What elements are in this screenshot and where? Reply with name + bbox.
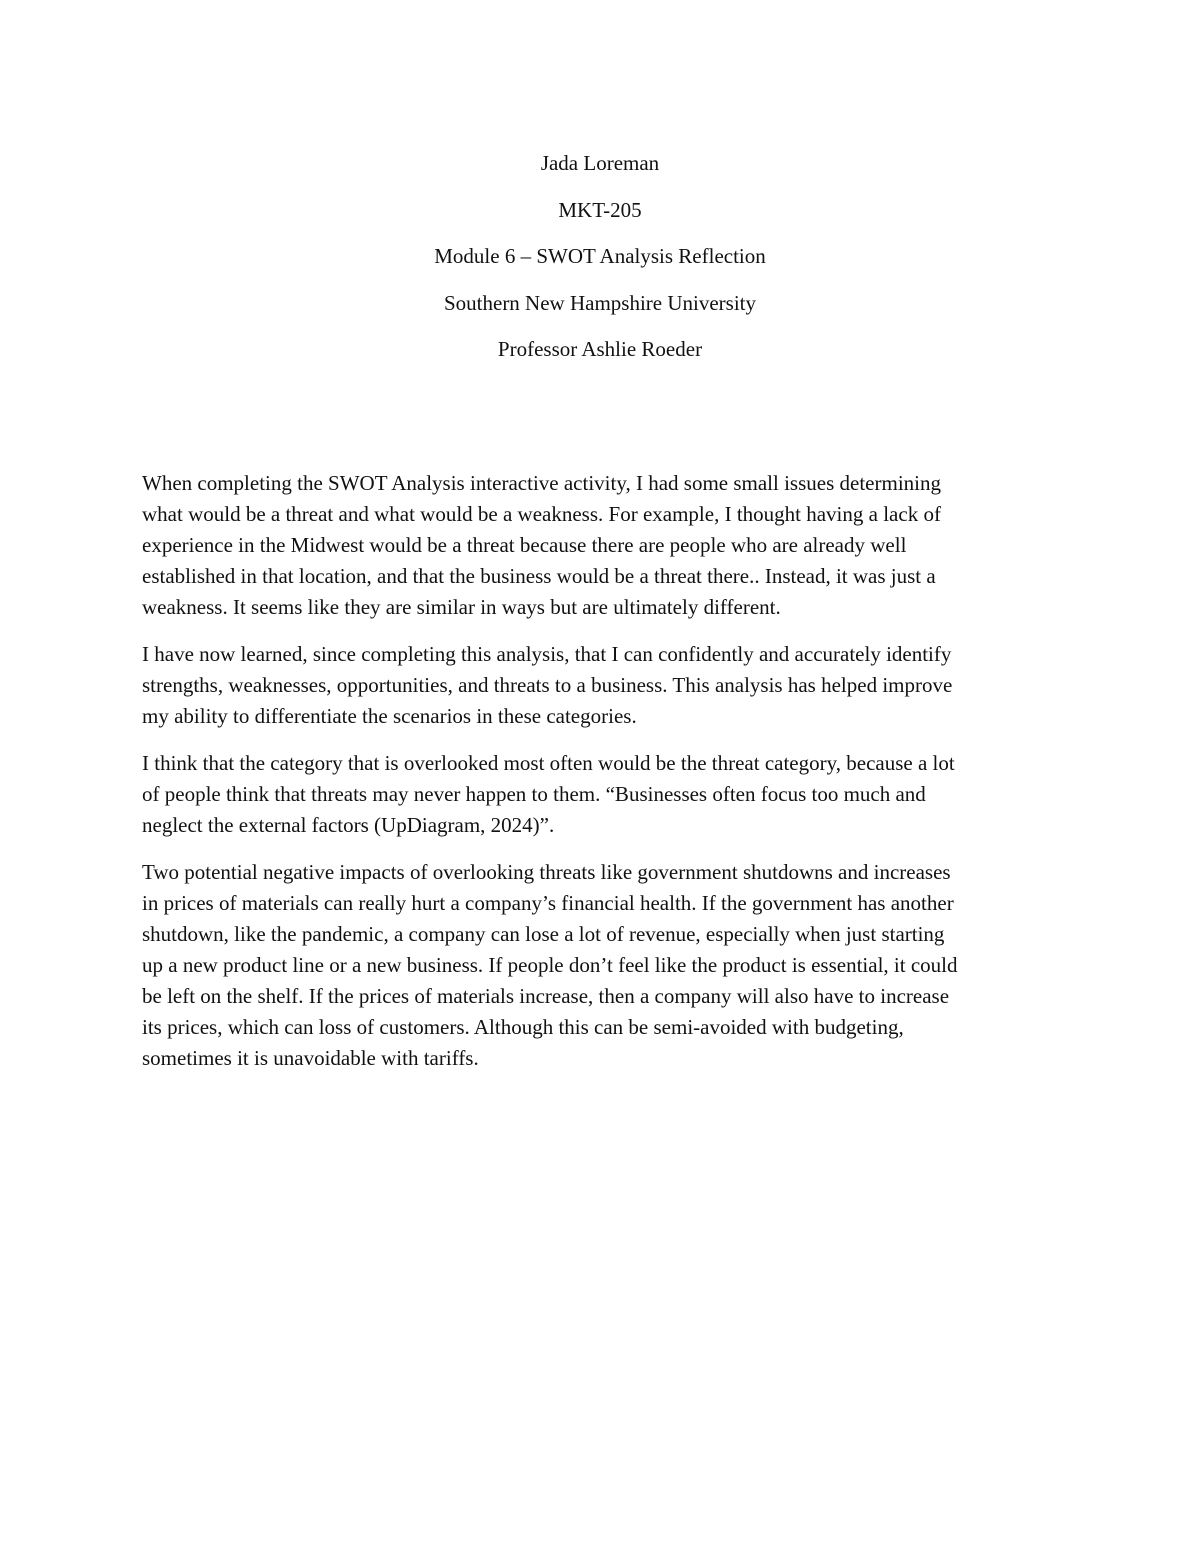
paragraph xyxy=(142,857,1072,1074)
author-name: Jada Loreman xyxy=(540,151,660,175)
text-line: shutdown, like the pandemic, a company can lose a lot of revenue, especially when just starting xyxy=(142,922,945,946)
text-line: of people think that threats may never happen to them. “Businesses often focus too much and xyxy=(142,782,926,806)
assignment-title: Module 6 – SWOT Analysis Reflection xyxy=(434,244,766,268)
text-line: established in that location, and that the business would be a threat there.. Instead, it was just a xyxy=(142,564,936,588)
course-code: MKT-205 xyxy=(558,197,642,222)
paragraph xyxy=(142,468,1072,623)
text-line: its prices, which can loss of customers. Although this can be semi-avoided with budgeting, xyxy=(142,1015,904,1039)
text-line: I have now learned, since completing this analysis, that I can confidently and accurately identify xyxy=(142,642,952,666)
text-line: what would be a threat and what would be a weakness. For example, I thought having a lack of xyxy=(142,502,941,526)
text-line: be left on the shelf. If the prices of materials increase, then a company will also have to increase xyxy=(142,984,950,1008)
professor-name: Professor Ashlie Roeder xyxy=(497,337,703,361)
paragraph xyxy=(142,748,1072,841)
text-line: strengths, weaknesses, opportunities, and threats to a business. This analysis has helped improve xyxy=(142,673,953,697)
title-block xyxy=(0,140,1200,373)
text-line: I think that the category that is overlooked most often would be the threat category, because a lot xyxy=(142,751,955,775)
text-line: in prices of materials can really hurt a company’s financial health. If the government has another xyxy=(142,891,954,915)
text-line: When completing the SWOT Analysis interactive activity, I had some small issues determining xyxy=(142,471,941,495)
text-line: experience in the Midwest would be a threat because there are people who are already well xyxy=(142,533,907,557)
paragraph xyxy=(142,639,1072,732)
text-line: neglect the external factors (UpDiagram, 2024)”. xyxy=(142,813,555,837)
text-line: up a new product line or a new business. If people don’t feel like the product is essential, it could xyxy=(142,953,958,977)
university-name: Southern New Hampshire University xyxy=(443,290,757,315)
text-line: Two potential negative impacts of overlooking threats like government shutdowns and increases xyxy=(142,860,951,884)
text-line: weakness. It seems like they are similar in ways but are ultimately different. xyxy=(142,595,781,619)
body-text xyxy=(142,468,1072,1090)
text-line: my ability to differentiate the scenarios in these categories. xyxy=(142,704,637,728)
text-line: sometimes it is unavoidable with tariffs. xyxy=(142,1046,479,1070)
